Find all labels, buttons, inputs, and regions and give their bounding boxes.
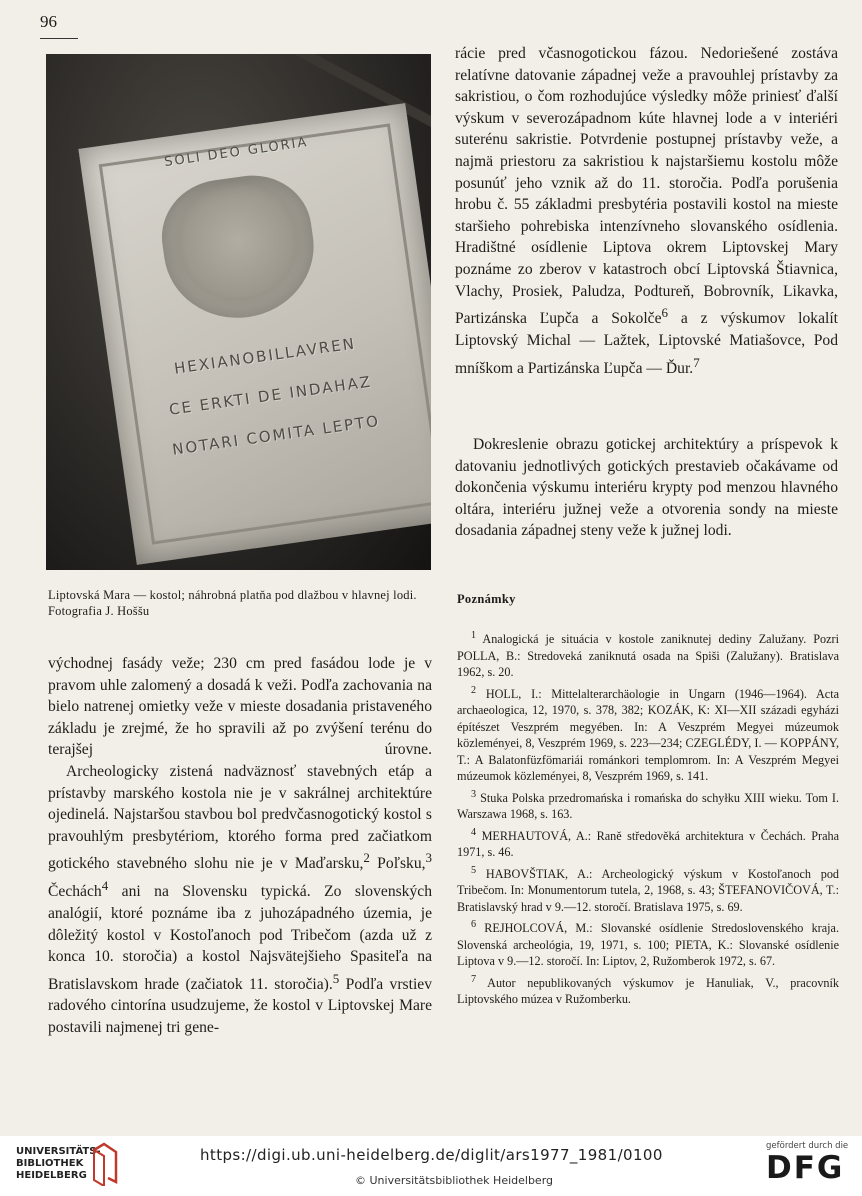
header-rule [40,38,78,39]
right-paragraph-1 [455,43,838,379]
tombstone-photograph [46,54,431,570]
footnote-number: 7 [471,973,477,985]
footnote-number: 4 [471,826,477,838]
footnote-4 [457,825,839,861]
library-logo-icon [90,1142,120,1186]
paragraph-text: rácie pred včasnogotickou fázou. Nedoriešené zostáva relatívne datovanie západnej veže a pravouhlej prístavby za sakristiou, o čom rozhodujúce výsledky môže priniesť ďalší výskum v severozápadnom kúte hlavnej lode a v interiéri suterénu sakristie. Potvrdenie postupnej prístavby veže, a najmä priestoru za sakristiou k najstaršiemu kostolu môže posunúť jeho vznik až do 11. storočia. Podľa porušenia hrobu č. 55 základmi presbytéria postavili kostol na mieste staršieho pohrebiska intenzívneho slovanského osídlenia. Hradištné osídlenie Liptova okrem Liptovskej Mary poznáme zo zberov v katastroch obcí Liptovská Štiavnica, Vlachy, Prosiek, Paludza, Podtureň, Bobrovník, Likavka, Partizánska Ľupča a Sokolče [455,45,838,328]
footnote-2 [457,683,839,785]
right-column [455,43,838,379]
notes-heading: Poznámky [457,592,516,606]
paragraph-text: ani na Slovensku typická. Zo slovenských analógií, ktoré poznáme iba z juhozápadného územia, je dôležitý kostol v Kostoľanoch pod Tribečom (azda už z konca 10. storočia) a kostol Najsvätejšieho Spasiteľa na Bratislavskom hrade (začiatok 11. storočia). [48,883,432,993]
paragraph-text: Podľa vrstiev radového cintorína usudzujeme, že kostol v Liptovskej Mare postavili najmenej tri gene- [48,975,432,1037]
photo-caption: Liptovská Mara — kostol; náhrobná platňa pod dlažbou v hlavnej lodi. Fotografia J. Hoššu [48,588,417,618]
footnote-text: Stuka Polska przedromańska i romańska do schyłku XIII wieku. Tom I. Warszawa 1968, s. 163. [457,790,839,822]
footnote-6 [457,917,839,970]
footnote-7 [457,972,839,1008]
footnote-text: MERHAUTOVÁ, A.: Raně středověká architektura v Čechách. Praha 1971, s. 46. [457,828,839,860]
footnote-number: 2 [471,684,477,696]
inscription-line-1: SOLI DEO GLORIA [163,135,310,171]
footnote-number: 1 [471,630,477,641]
page-number: 96 [40,12,57,31]
footnote-ref-6[interactable]: 6 [661,305,668,321]
inscription-line-4: NOTARI COMITA LEPTO [171,411,382,459]
footnote-1 [457,628,839,681]
footnote-ref-3[interactable]: 3 [425,850,433,866]
digitization-footer [0,1136,862,1196]
footnote-ref-2[interactable]: 2 [363,850,370,866]
inscription-line-3: CE ERKTI DE INDAHAZ [168,372,374,419]
footnote-ref-5[interactable]: 5 [332,970,340,986]
right-column-continued [455,434,838,542]
footnote-text: Autor nepublikovaných výskumov je Hanuliak, V., pracovník Liptovského múzea v Ružomberku. [457,975,840,1007]
footnote-text: Analogická je situácia v kostole zaniknutej dediny Zalužany. Pozri POLLA, B.: Stredoveká zaniknutá osada na Spiši (Zalužany). Bratislava 1962, s. 20. [457,632,839,680]
funding-note: gefördert durch die [766,1141,849,1151]
footnote-5 [457,863,839,916]
footnote-number: 6 [471,919,477,931]
footnotes [457,628,839,1010]
left-paragraph-1: východnej fasády veže; 230 cm pred fasádou lode je v pravom uhle zalomený a dosadá k veži. Podľa zachovania na bielo natrenej omietky veže v mieste dosadania pristaveného základu je zrejmé, že ho spravili až po zvýšení terénu do terajšej úrovne. [48,655,432,759]
left-column [48,653,432,1039]
paragraph-text: Archeologicky zistená nadväznosť stavebných etáp a prístavby marského kostola nie je v sakrálnej architektúre ojedinelá. Najstaršou stavbou bol predvčasnogotický kostol s pravouhlým presbytériom, ktorého forma pred začiatkom gotického stavebného slohu nie je v Maďarsku, [48,762,432,873]
library-name-line: BIBLIOTHEK [16,1158,84,1169]
tombstone-slab [78,103,431,565]
footnote-ref-7[interactable]: 7 [693,354,700,370]
library-name-line: UNIVERSITÄTS- [16,1146,101,1157]
inscription-line-2: HEXIANOBILLAVREN [173,334,357,378]
copyright-notice: © Universitätsbibliothek Heidelberg [355,1174,554,1187]
paragraph-text: a z výskumov lokalít Liptovský Michal — Lažtek, Liptovské Matiašovce, Pod mníškom a Partizánska Ľupča — Ďur. [455,310,838,377]
footnote-text: HOLL, I.: Mittelalterarchäologie in Ungarn (1946—1964). Acta archaeologica, 12, 1970, s. 378, 382; KOZÁK, K: XI—XII századi egyházi építészet Veszprém megyében. In: A Veszprém Megyei múzeumok közleményei, 8, Veszprém 1969, s. 223—234; CZEGLÉDY, I. — KOPPÁNY, T.: A Balatonfüzfömariái románkori templomrom. In: A Veszprém Megyei múzeumok közleményei, 8, Veszprém 1969, s. 141. [457,686,839,784]
left-paragraph-2 [48,761,432,1039]
library-name-line: HEIDELBERG [16,1170,87,1181]
footnote-text: HABOVŠTIAK, A.: Archeologický výskum v Kostoľanoch pod Tribečom. In: Monumentorum tutela, 2, 1968, s. 43; ŠTEFANOVIČOVÁ, T.: Bratislavský hrad v 9.—12. storočí. Bratislava 1975, s. 69. [457,866,840,914]
footnote-ref-4[interactable]: 4 [101,878,109,894]
paragraph-text: Poľsku, [369,855,426,873]
paragraph-text: Čechách [48,883,102,901]
footnote-number: 5 [471,864,477,876]
logo-stroke [94,1150,104,1186]
footnote-text: REJHOLCOVÁ, M.: Slovanské osídlenie Stredoslovenského kraja. Slovenská archeológia, 19, 1971, s. 100; PIETA, K.: Slovanské osídlenie Liptova v 9.—12. storočí. In: Liptov, 2, Ružomberok 1972, s. 67. [457,921,839,969]
footnote-3 [457,787,839,823]
permalink-url[interactable]: https://digi.ub.uni-heidelberg.de/diglit/ars1977_1981/0100 [200,1146,663,1164]
footnote-number: 3 [471,788,477,800]
right-paragraph-2: Dokreslenie obrazu gotickej architektúry a príspevok k datovaniu jednotlivých gotických prestavieb očakávame od dokončenia výskumu interiéru krypty pod menzou hlavného oltára, interiéru južnej veže a otvorenia sondy na mieste dosadania západnej steny veže k južnej lodi. [455,436,838,540]
library-name [16,1146,101,1182]
dfg-logo: DFG [766,1150,845,1186]
